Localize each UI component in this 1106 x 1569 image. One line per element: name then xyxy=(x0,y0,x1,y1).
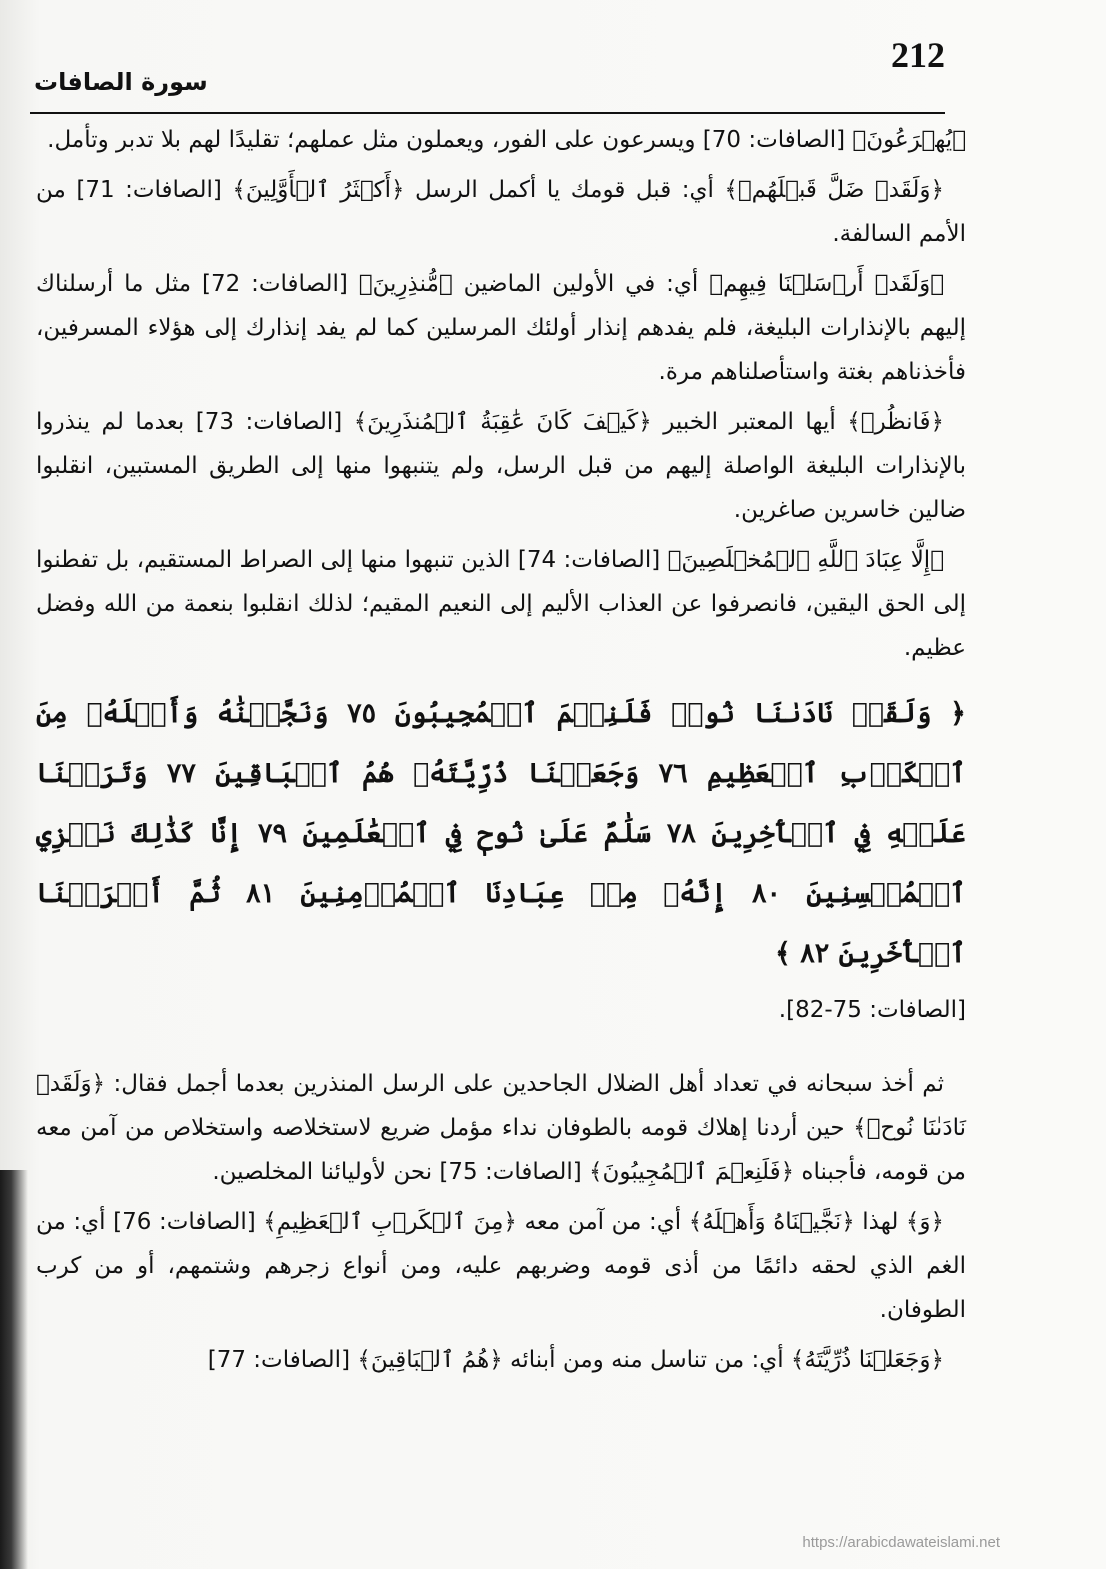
page-body xyxy=(36,118,966,1388)
binding-shadow xyxy=(0,1170,28,1569)
paragraph: ﴿وَجَعَلۡنَا ذُرِّيَّتَهُ﴾ أي: من تناسل منه ومن أبنائه ﴿هُمُ ٱلۡبَاقِينَ﴾ [الصافات: 77] xyxy=(207,1347,944,1373)
paragraph: ﴿فَانظُرۡ﴾ أيها المعتبر الخبير ﴿كَيۡفَ كَانَ عَٰقِبَةُ ٱلۡمُنذَرِينَ﴾ [الصافات: 73] بعدما لم ينذروا بالإنذارات البليغة الواصلة إليهم من قبل الرسل، ولم يتنبهوا منها إلى الطريق المستبين، انقلبوا ضالين خاسرين صاغرين. xyxy=(36,409,966,523)
quran-verse-block: ﴿ وَلَقَدۡ نَادَىٰنَا نُوحٞ فَلَنِعۡمَ ٱلۡمُجِيبُونَ ٧٥ وَنَجَّيۡنَٰهُ وَأَهۡلَهُۥ مِنَ ٱلۡكَرۡبِ ٱلۡعَظِيمِ ٧٦ وَجَعَلۡنَا ذُرِّيَّتَهُۥ هُمُ ٱلۡبَاقِينَ ٧٧ وَتَرَكۡنَا عَلَيۡهِ فِي ٱلۡأٓخِرِينَ ٧٨ سَلَٰمٌ عَلَىٰ نُوحٖ فِي ٱلۡعَٰلَمِينَ ٧٩ إِنَّا كَذَٰلِكَ نَجۡزِي ٱلۡمُحۡسِنِينَ ٨٠ إِنَّهُۥ مِنۡ عِبَادِنَا ٱلۡمُؤۡمِنِينَ ٨١ ثُمَّ أَغۡرَقۡنَا ٱلۡأٓخَرِينَ ٨٢ ﴾ xyxy=(36,698,966,969)
paragraph: ثم أخذ سبحانه في تعداد أهل الضلال الجاحدين على الرسل المنذرين بعدما أجمل فقال: ﴿وَلَقَدۡ نَادَىٰنَا نُوحٞ﴾ حين أردنا إهلاك قومه بالطوفان نداء مؤمل ضريع لاستخلاصه واستخلاص من آمن معه من قومه، فأجبناه ﴿فَلَنِعۡمَ ٱلۡمُجِيبُونَ﴾ [الصافات: 75] نحن لأوليائنا المخلصين. xyxy=(36,1071,966,1185)
page-number: 212 xyxy=(891,35,945,75)
paragraph: ﴿يُهۡرَعُونَ﴾ [الصافات: 70] ويسرعون على الفور، ويعملون مثل عملهم؛ تقليدًا لهم بلا تدبر وتأمل. xyxy=(47,127,966,153)
paragraph: ﴿إِلَّا عِبَادَ ٱللَّهِ ٱلۡمُخۡلَصِينَ﴾ [الصافات: 74] الذين تنبهوا منها إلى الصراط المستقيم، بل تفطنوا إلى الحق اليقين، فانصرفوا عن العذاب الأليم إلى النعيم المقيم؛ لذلك انقلبوا بنعمة من الله وفضل عظيم. xyxy=(36,547,966,661)
verse-reference: [الصافات: 75-82]. xyxy=(778,997,966,1023)
watermark-url: https://arabicdawateislami.net xyxy=(802,1534,1000,1551)
surah-title: سورة الصافات xyxy=(34,68,208,96)
paragraph: ﴿وَلَقَدۡ أَرۡسَلۡنَا فِيهِم﴾ أي: في الأولين الماضين ﴿مُّنذِرِينَ﴾ [الصافات: 72] مثل ما أرسلناك إليهم بالإنذارات البليغة، فلم يفدهم إنذار أولئك المرسلين كما لم يفد إنذارك إلى هؤلاء المسرفين، فأخذناهم بغتة واستأصلناهم مرة. xyxy=(36,271,966,385)
paragraph: ﴿وَ﴾ لهذا ﴿نَجَّيۡنَاهُ وَأَهۡلَهُ﴾ أي: من آمن معه ﴿مِنَ ٱلۡكَرۡبِ ٱلۡعَظِيمِ﴾ [الصافات: 76] أي: من الغم الذي لحقه دائمًا من أذى قومه وضربهم عليه، ومن أنواع زجرهم وشتمهم، أو من كرب الطوفان. xyxy=(36,1209,966,1323)
page-header xyxy=(30,30,945,100)
header-divider xyxy=(30,112,945,114)
paragraph: ﴿وَلَقَدۡ ضَلَّ قَبۡلَهُمۡ﴾ أي: قبل قومك يا أكمل الرسل ﴿أَكۡثَرُ ٱلۡأَوَّلِينَ﴾ [الصافات: 71] من الأمم السالفة. xyxy=(36,177,966,247)
